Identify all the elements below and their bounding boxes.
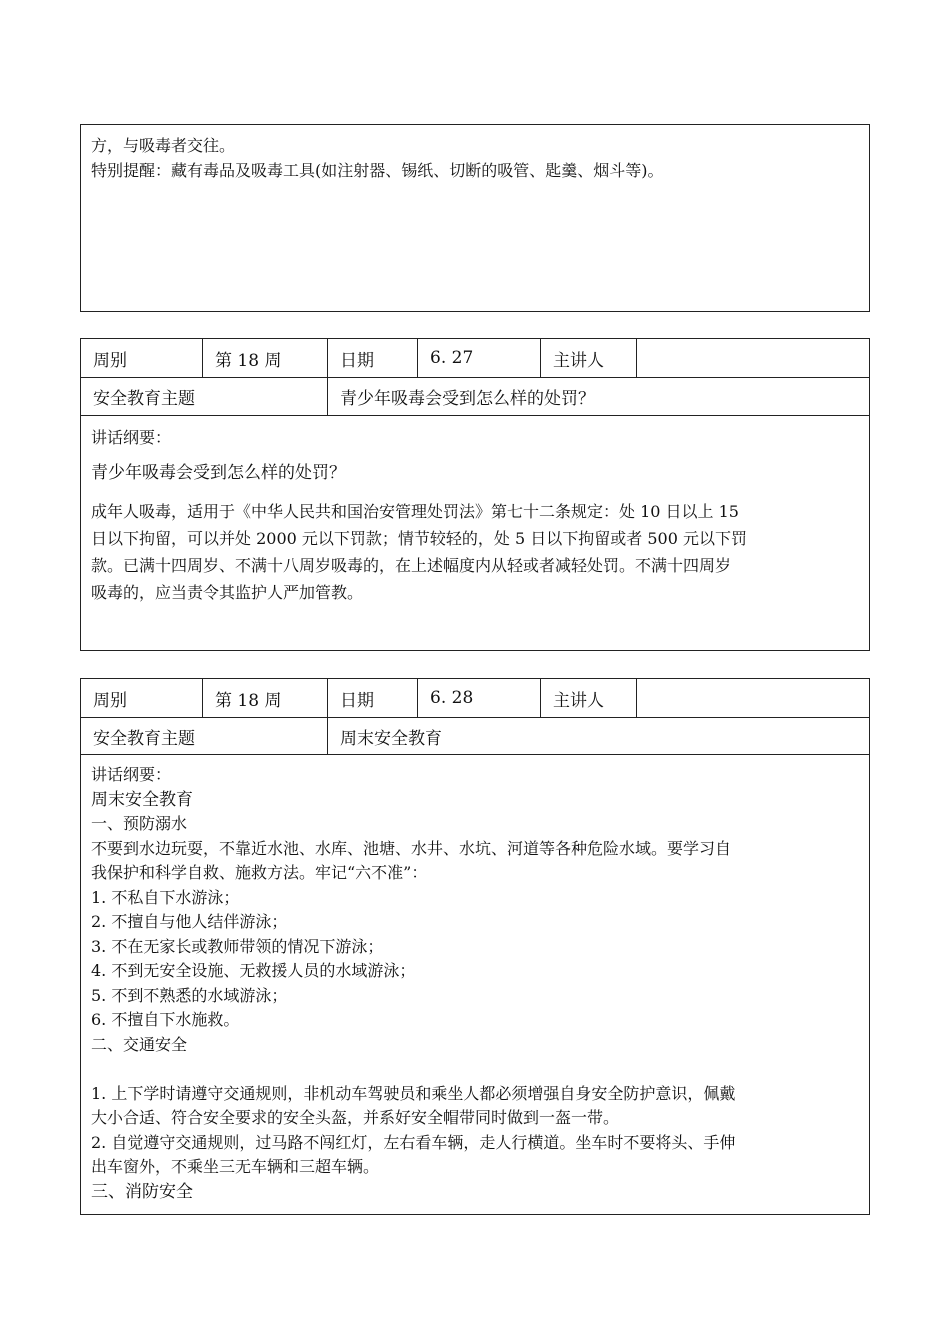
text-line: 我保护和科学自救、施救方法。牢记“六不准”： — [91, 863, 428, 882]
date-label: 日期 — [328, 679, 418, 717]
text-line: 6. 不擅自下水施救。 — [91, 1010, 240, 1029]
text-line: 5. 不到不熟悉的水域游泳； — [91, 985, 288, 1005]
outline-label: 讲话纲要： — [91, 765, 172, 784]
outline-label: 讲话纲要： — [91, 428, 172, 447]
topic-label: 安全教育主题 — [81, 718, 328, 754]
text-line: 特别提醒：藏有毒品及吸毒工具(如注射器、锡纸、切断的吸管、匙羹、烟斗等)。 — [91, 161, 664, 180]
outline-heading: 周末安全教育 — [91, 789, 193, 810]
blank-line — [91, 1057, 861, 1082]
speaker-value — [637, 339, 869, 377]
text-line: 3. 不在无家长或教师带领的情况下游泳； — [91, 936, 384, 956]
topic-label: 安全教育主题 — [81, 378, 328, 415]
text-line: 二、交通安全 — [91, 1034, 188, 1054]
week-label: 周别 — [81, 339, 203, 377]
date-value: 6. 27 — [418, 339, 541, 377]
speaker-label: 主讲人 — [541, 339, 637, 377]
topic-value: 周末安全教育 — [340, 728, 442, 749]
outline-body — [91, 498, 861, 606]
text-line: 成年人吸毒，适用于《中华人民共和国治安管理处罚法》第七十二条规定：处 10 日以上 15 — [91, 502, 739, 521]
week-label: 周别 — [81, 679, 203, 717]
section-heading: 三、消防安全 — [91, 1181, 193, 1202]
week-value: 第 18 周 — [203, 339, 328, 377]
week-value: 第 18 周 — [203, 679, 328, 717]
text-line: 1. 不私自下水游泳； — [91, 887, 240, 907]
date-value: 6. 28 — [418, 679, 541, 717]
date-label: 日期 — [328, 339, 418, 377]
speaker-value — [637, 679, 869, 717]
topic-value: 青少年吸毒会受到怎么样的处罚？ — [340, 389, 595, 409]
text-line: 大小合适、符合安全要求的安全头盔，并系好安全帽带同时做到一盔一带。 — [91, 1108, 620, 1127]
speaker-label: 主讲人 — [541, 679, 637, 717]
text-line: 日以下拘留，可以并处 2000 元以下罚款；情节较轻的，处 5 日以下拘留或者 500 元以下罚 — [91, 529, 747, 548]
text-line: 不要到水边玩耍，不靠近水池、水库、池塘、水井、水坑、河道等各种危险水域。要学习自 — [91, 838, 732, 858]
text-line: 吸毒的，应当责令其监护人严加管教。 — [91, 583, 364, 602]
text-line: 方，与吸毒者交往。 — [91, 136, 236, 155]
text-line: 出车窗外，不乘坐三无车辆和三超车辆。 — [91, 1157, 380, 1176]
text-line: 2. 自觉遵守交通规则，过马路不闯红灯，左右看车辆，走人行横道。坐车时不要将头、手伸 — [91, 1132, 736, 1152]
lesson-table-0627 — [80, 338, 870, 651]
outline-content — [91, 425, 861, 606]
topic-row — [81, 718, 869, 755]
header-row — [81, 339, 869, 378]
text-line: 1. 上下学时请遵守交通规则，非机动车驾驶员和乘坐人都必须增强自身安全防护意识，佩戴 — [91, 1083, 736, 1103]
text-line: 一、预防溺水 — [91, 814, 188, 833]
continuation-box — [80, 124, 870, 312]
text-line: 2. 不擅自与他人结伴游泳； — [91, 912, 288, 931]
outline-heading: 青少年吸毒会受到怎么样的处罚？ — [91, 463, 346, 483]
text-line: 4. 不到无安全设施、无救援人员的水域游泳； — [91, 961, 416, 980]
continuation-content — [91, 133, 861, 183]
text-line: 款。已满十四周岁、不满十八周岁吸毒的，在上述幅度内从轻或者减轻处罚。不满十四周岁 — [91, 556, 732, 575]
topic-row — [81, 378, 869, 416]
outline-content — [91, 763, 861, 1204]
header-row — [81, 679, 869, 718]
lesson-table-0628 — [80, 678, 870, 1215]
